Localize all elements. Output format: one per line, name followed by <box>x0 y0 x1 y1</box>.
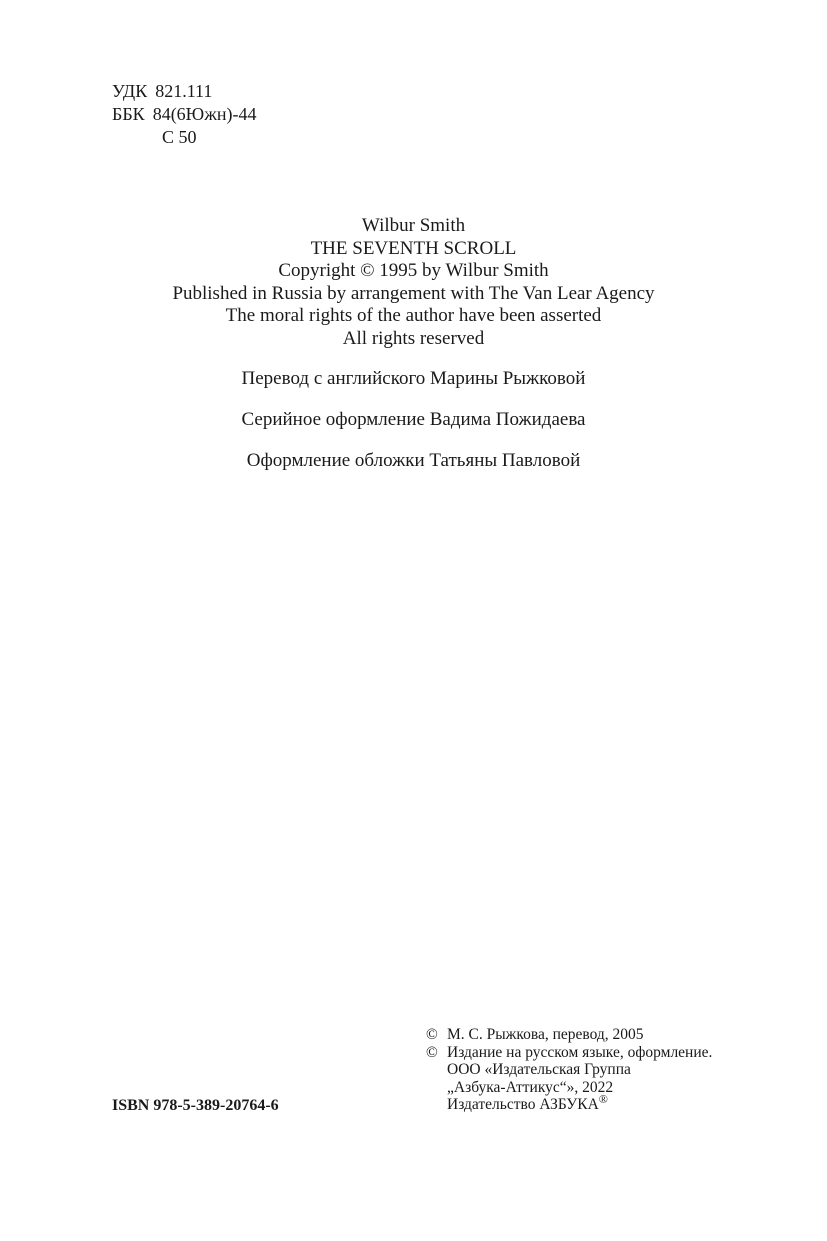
imprint-block <box>426 1026 712 1114</box>
bbk-label: ББК <box>112 104 145 124</box>
publisher-line-1: ООО «Издательская Группа <box>447 1061 631 1079</box>
translation-copyright: М. С. Рыжкова, перевод, 2005 <box>447 1026 644 1043</box>
copyright-symbol: © <box>426 1043 438 1061</box>
udk-row <box>112 80 256 103</box>
registered-mark: ® <box>598 1092 608 1107</box>
edition-copyright-row <box>426 1044 712 1062</box>
bbk-row <box>112 103 256 126</box>
series-design-credit: Серийное оформление Вадима Пожидаева <box>241 409 586 430</box>
translator-credit: Перевод с английского Марины Рыжковой <box>241 368 586 389</box>
arrangement-notice: Published in Russia by arrangement with The Van Lear Agency <box>172 282 655 304</box>
rights-reserved: All rights reserved <box>342 327 485 349</box>
isbn: ISBN 978-5-389-20764-6 <box>112 1097 279 1114</box>
author-mark: С 50 <box>162 127 197 147</box>
edition-copyright: Издание на русском языке, оформление. <box>447 1043 713 1061</box>
credits-block <box>0 368 827 491</box>
classification-block <box>112 80 256 149</box>
publisher-name: Издательство АЗБУКА <box>447 1096 599 1114</box>
cover-design-credit: Оформление обложки Татьяны Павловой <box>246 450 581 471</box>
copyright-symbol: © <box>426 1026 438 1043</box>
translation-copyright-row <box>426 1026 712 1044</box>
bbk-value: 84(6Южн)-44 <box>152 104 257 124</box>
original-title: THE SEVENTH SCROLL <box>310 237 517 259</box>
publisher-line-2: „Азбука-Аттикус“», 2022 <box>447 1078 614 1096</box>
moral-rights-notice: The moral rights of the author have been asserted <box>225 305 602 327</box>
udk-label: УДК <box>112 81 148 101</box>
original-edition-block <box>0 215 827 351</box>
original-author: Wilbur Smith <box>361 215 466 236</box>
original-copyright: Copyright © 1995 by Wilbur Smith <box>278 260 549 282</box>
publisher-line-3-row <box>426 1092 712 1114</box>
udk-value: 821.111 <box>155 81 213 101</box>
